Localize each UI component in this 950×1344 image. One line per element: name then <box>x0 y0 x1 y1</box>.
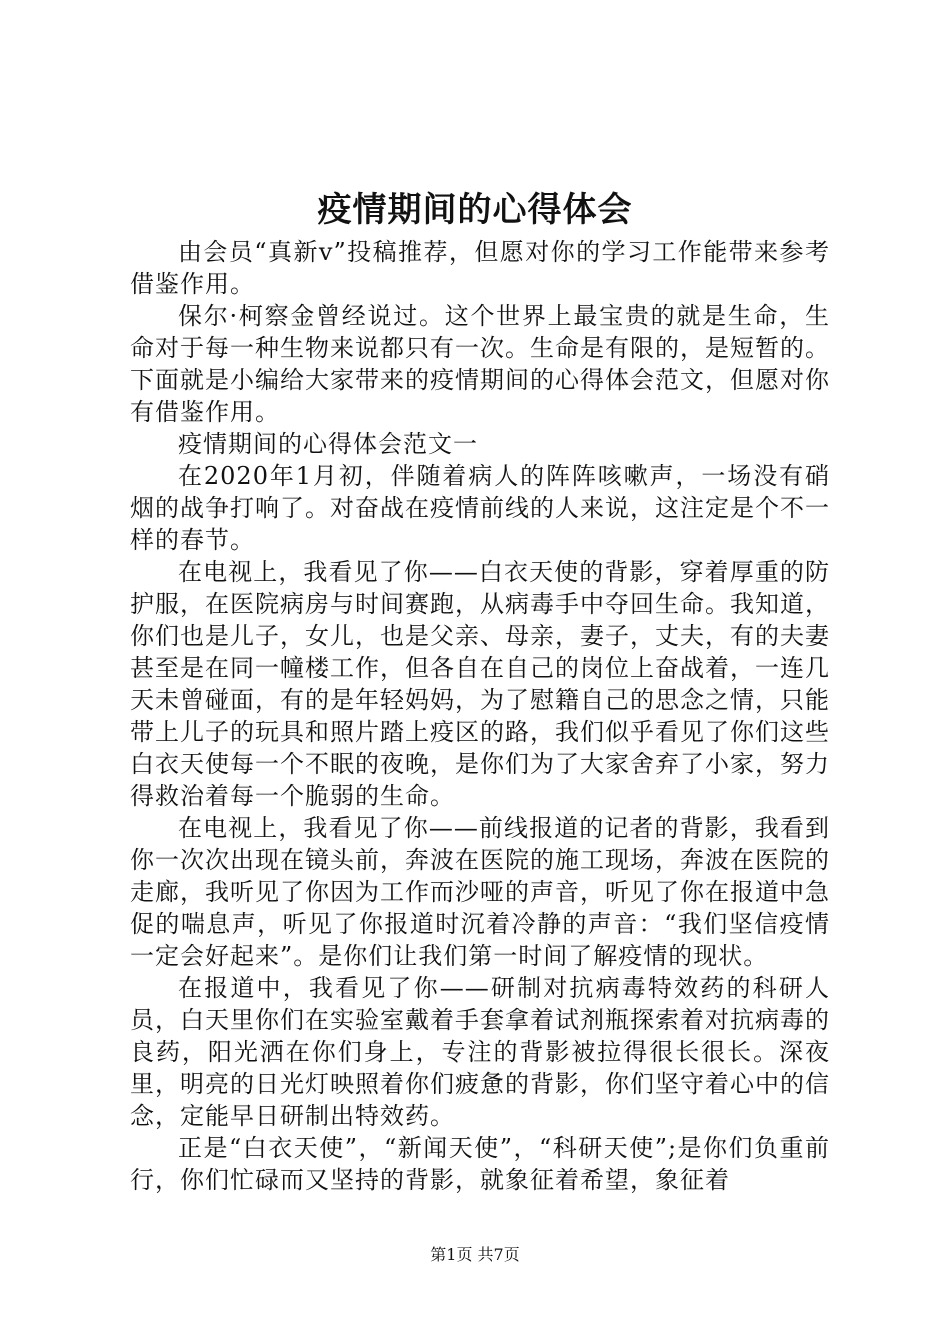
section-heading: 疫情期间的心得体会范文一 <box>178 430 478 458</box>
document-title: 疫情期间的心得体会 <box>317 190 633 230</box>
paragraph-angels: 正是“白衣天使”，“新闻天使”，“科研天使”;是你们负重前行，你们忙碌而又坚持的背影，就象征着希望，象征着 <box>130 1134 830 1194</box>
paragraph-outbreak: 在2020年1月初，伴随着病人的阵阵咳嗽声，一场没有硝烟的战争打响了。对奋战在疫情前线的人来说，这注定是个不一样的春节。 <box>130 462 830 554</box>
document-body <box>130 236 830 1196</box>
paragraph-reporters: 在电视上，我看见了你——前线报道的记者的背影，我看到你一次次出现在镜头前，奔波在医院的施工现场，奔波在医院的走廊，我听见了你因为工作而沙哑的声音，听见了你在报道中急促的喘息声，听见了你报道时沉着冷静的声音：“我们坚信疫情一定会好起来”。是你们让我们第一时间了解疫情的现状。 <box>130 814 830 970</box>
paragraph-intro: 由会员“真新v”投稿推荐，但愿对你的学习工作能带来参考借鉴作用。 <box>130 238 830 298</box>
paragraph-researchers: 在报道中，我看见了你——研制对抗病毒特效药的科研人员，白天里你们在实验室戴着手套拿着试剂瓶探索着对抗病毒的良药，阳光洒在你们身上，专注的背影被拉得很长很长。深夜里，明亮的日光灯映照着你们疲惫的背影，你们坚守着心中的信念，定能早日研制出特效药。 <box>130 974 830 1130</box>
page-footer: 第1页 共7页 <box>430 1245 520 1264</box>
paragraph-medical-staff: 在电视上，我看见了你——白衣天使的背影，穿着厚重的防护服，在医院病房与时间赛跑，从病毒手中夺回生命。我知道，你们也是儿子，女儿，也是父亲、母亲，妻子，丈夫，有的夫妻甚至是在同一幢楼工作，但各自在自己的岗位上奋战着，一连几天未曾碰面，有的是年轻妈妈，为了慰籍自己的思念之情，只能带上儿子的玩具和照片踏上疫区的路，我们似乎看见了你们这些白衣天使每一个不眠的夜晚，是你们为了大家舍弃了小家，努力得救治着每一个脆弱的生命。 <box>130 558 830 810</box>
paragraph-quote: 保尔·柯察金曾经说过。这个世界上最宝贵的就是生命，生命对于每一种生物来说都只有一次。生命是有限的，是短暂的。下面就是小编给大家带来的疫情期间的心得体会范文，但愿对你有借鉴作用。 <box>130 302 830 426</box>
